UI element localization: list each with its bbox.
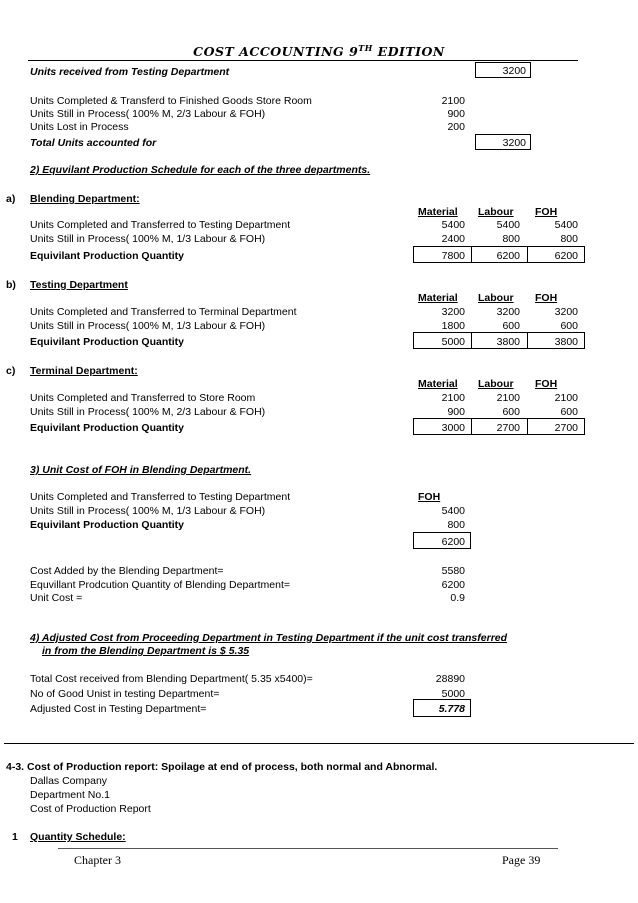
- header-rule: [28, 60, 578, 61]
- section3-row3-value: 6200: [441, 536, 465, 548]
- unit-cost-label: Unit Cost =: [30, 592, 83, 604]
- cost-added-label: Cost Added by the Blending Department=: [30, 565, 224, 577]
- dept-b-title: Testing Department: [30, 279, 128, 291]
- dept-b-marker: b): [6, 279, 16, 291]
- dept-c-row2-foh: 600: [560, 406, 578, 418]
- units-completed-value: 2100: [441, 95, 465, 107]
- section3-row2-value: 800: [447, 519, 465, 531]
- unit-cost-value: 0.9: [450, 592, 465, 604]
- dept-b-row1-material: 3200: [441, 306, 465, 318]
- dept-a-marker: a): [6, 193, 16, 205]
- units-lost-value: 200: [447, 121, 465, 133]
- problem-title: 4-3. Cost of Production report: Spoilage at end of process, both normal and Abnormal.: [6, 761, 438, 773]
- footer-page-number: Page 39: [502, 853, 541, 867]
- units-completed-label: Units Completed & Transferd to Finished Goods Store Room: [30, 95, 312, 107]
- good-units-value: 5000: [441, 688, 465, 700]
- dept-a-total-foh: 6200: [554, 250, 578, 262]
- problem-company: Dallas Company: [30, 775, 108, 787]
- dept-c-title: Terminal Department:: [30, 365, 138, 377]
- units-lost-label: Units Lost in Process: [30, 121, 129, 133]
- dept-b-col-foh: FOH: [535, 292, 558, 304]
- dept-a-col-material: Material: [418, 206, 458, 218]
- dept-c-total-labour: 2700: [496, 422, 520, 434]
- section3-row3-label: Equivilant Production Quantity: [30, 519, 185, 531]
- dept-b-row2-foh: 600: [560, 320, 578, 332]
- dept-b-row1-foh: 3200: [554, 306, 578, 318]
- dept-a-row2-labour: 800: [502, 233, 520, 245]
- section4-title-line1: 4) Adjusted Cost from Proceeding Department in Testing Department if the unit cost transferred: [30, 632, 508, 644]
- dept-c-total-material: 3000: [441, 422, 465, 434]
- cost-added-value: 5580: [441, 565, 465, 577]
- dept-b-total-label: Equivilant Production Quantity: [30, 336, 185, 348]
- dept-a-total-labour: 6200: [496, 250, 520, 262]
- adjusted-cost-value: 5.778: [438, 703, 465, 715]
- section3-row2-label: Units Still in Process( 100% M, 1/3 Labour & FOH): [30, 505, 266, 517]
- dept-c-row1-labour: 2100: [496, 392, 520, 404]
- good-units-label: No of Good Unist in testing Department=: [30, 688, 220, 700]
- dept-c-total-label: Equivilant Production Quantity: [30, 422, 185, 434]
- section4-title-line2: in from the Blending Department is $ 5.35: [42, 645, 250, 657]
- dept-a-total-label: Equivilant Production Quantity: [30, 250, 185, 262]
- problem-divider: [4, 743, 634, 744]
- adjusted-cost-label: Adjusted Cost in Testing Department=: [30, 703, 207, 715]
- dept-c-marker: c): [6, 365, 16, 377]
- dept-c-row1-label: Units Completed and Transferred to Store Room: [30, 392, 256, 404]
- units-in-process-label: Units Still in Process( 100% M, 2/3 Labour & FOH): [30, 108, 266, 120]
- problem-department: Department No.1: [30, 789, 110, 801]
- dept-a-row1-label: Units Completed and Transferred to Testing Department: [30, 219, 291, 231]
- item-title: Quantity Schedule:: [30, 831, 126, 843]
- dept-c-total-foh: 2700: [554, 422, 578, 434]
- dept-c-col-material: Material: [418, 378, 458, 390]
- section3-title: 3) Unit Cost of FOH in Blending Department.: [30, 464, 252, 476]
- dept-c-row2-material: 900: [447, 406, 465, 418]
- footer-rule: [58, 848, 558, 849]
- units-in-process-value: 900: [447, 108, 465, 120]
- item-number: 1: [12, 831, 18, 843]
- total-accounted-label: Total Units accounted for: [30, 137, 157, 149]
- problem-report: Cost of Production Report: [30, 803, 151, 815]
- dept-c-row2-labour: 600: [502, 406, 520, 418]
- total-cost-label: Total Cost received from Blending Department( 5.35 x5400)=: [30, 673, 313, 685]
- dept-a-row2-material: 2400: [441, 233, 465, 245]
- dept-b-total-foh: 3800: [554, 336, 578, 348]
- dept-c-col-labour: Labour: [478, 378, 514, 390]
- dept-a-col-foh: FOH: [535, 206, 558, 218]
- dept-c-row1-material: 2100: [441, 392, 465, 404]
- total-accounted-value: 3200: [502, 137, 526, 149]
- dept-b-col-material: Material: [418, 292, 458, 304]
- page-header-title: COST ACCOUNTING 9TH EDITION: [193, 43, 445, 60]
- dept-b-row2-labour: 600: [502, 320, 520, 332]
- dept-c-row2-label: Units Still in Process( 100% M, 2/3 Labour & FOH): [30, 406, 266, 418]
- dept-b-row2-material: 1800: [441, 320, 465, 332]
- eq-qty-value: 6200: [441, 579, 465, 591]
- dept-a-total-material: 7800: [441, 250, 465, 262]
- dept-c-col-foh: FOH: [535, 378, 558, 390]
- dept-a-row1-material: 5400: [441, 219, 465, 231]
- dept-b-row1-labour: 3200: [496, 306, 520, 318]
- dept-a-row2-label: Units Still in Process( 100% M, 1/3 Labour & FOH): [30, 233, 266, 245]
- dept-b-total-labour: 3800: [496, 336, 520, 348]
- dept-b-row1-label: Units Completed and Transferred to Terminal Department: [30, 306, 297, 318]
- dept-c-row1-foh: 2100: [554, 392, 578, 404]
- dept-a-row2-foh: 800: [560, 233, 578, 245]
- units-received-value: 3200: [502, 65, 526, 77]
- section3-row1-value: 5400: [441, 505, 465, 517]
- dept-b-col-labour: Labour: [478, 292, 514, 304]
- units-received-label: Units received from Testing Department: [30, 66, 230, 78]
- total-cost-value: 28890: [435, 673, 465, 685]
- section2-title: 2) Equvilant Production Schedule for each of the three departments.: [30, 164, 371, 176]
- section3-foh-header: FOH: [418, 491, 441, 503]
- dept-a-title: Blending Department:: [30, 193, 140, 205]
- dept-a-row1-labour: 5400: [496, 219, 520, 231]
- dept-a-row1-foh: 5400: [554, 219, 578, 231]
- eq-qty-label: Equvillant Prodcution Quantity of Blending Department=: [30, 579, 291, 591]
- section3-row1-label: Units Completed and Transferred to Testing Department: [30, 491, 291, 503]
- footer-chapter: Chapter 3: [74, 853, 121, 867]
- dept-a-col-labour: Labour: [478, 206, 514, 218]
- dept-b-total-material: 5000: [441, 336, 465, 348]
- dept-b-row2-label: Units Still in Process( 100% M, 1/3 Labour & FOH): [30, 320, 266, 332]
